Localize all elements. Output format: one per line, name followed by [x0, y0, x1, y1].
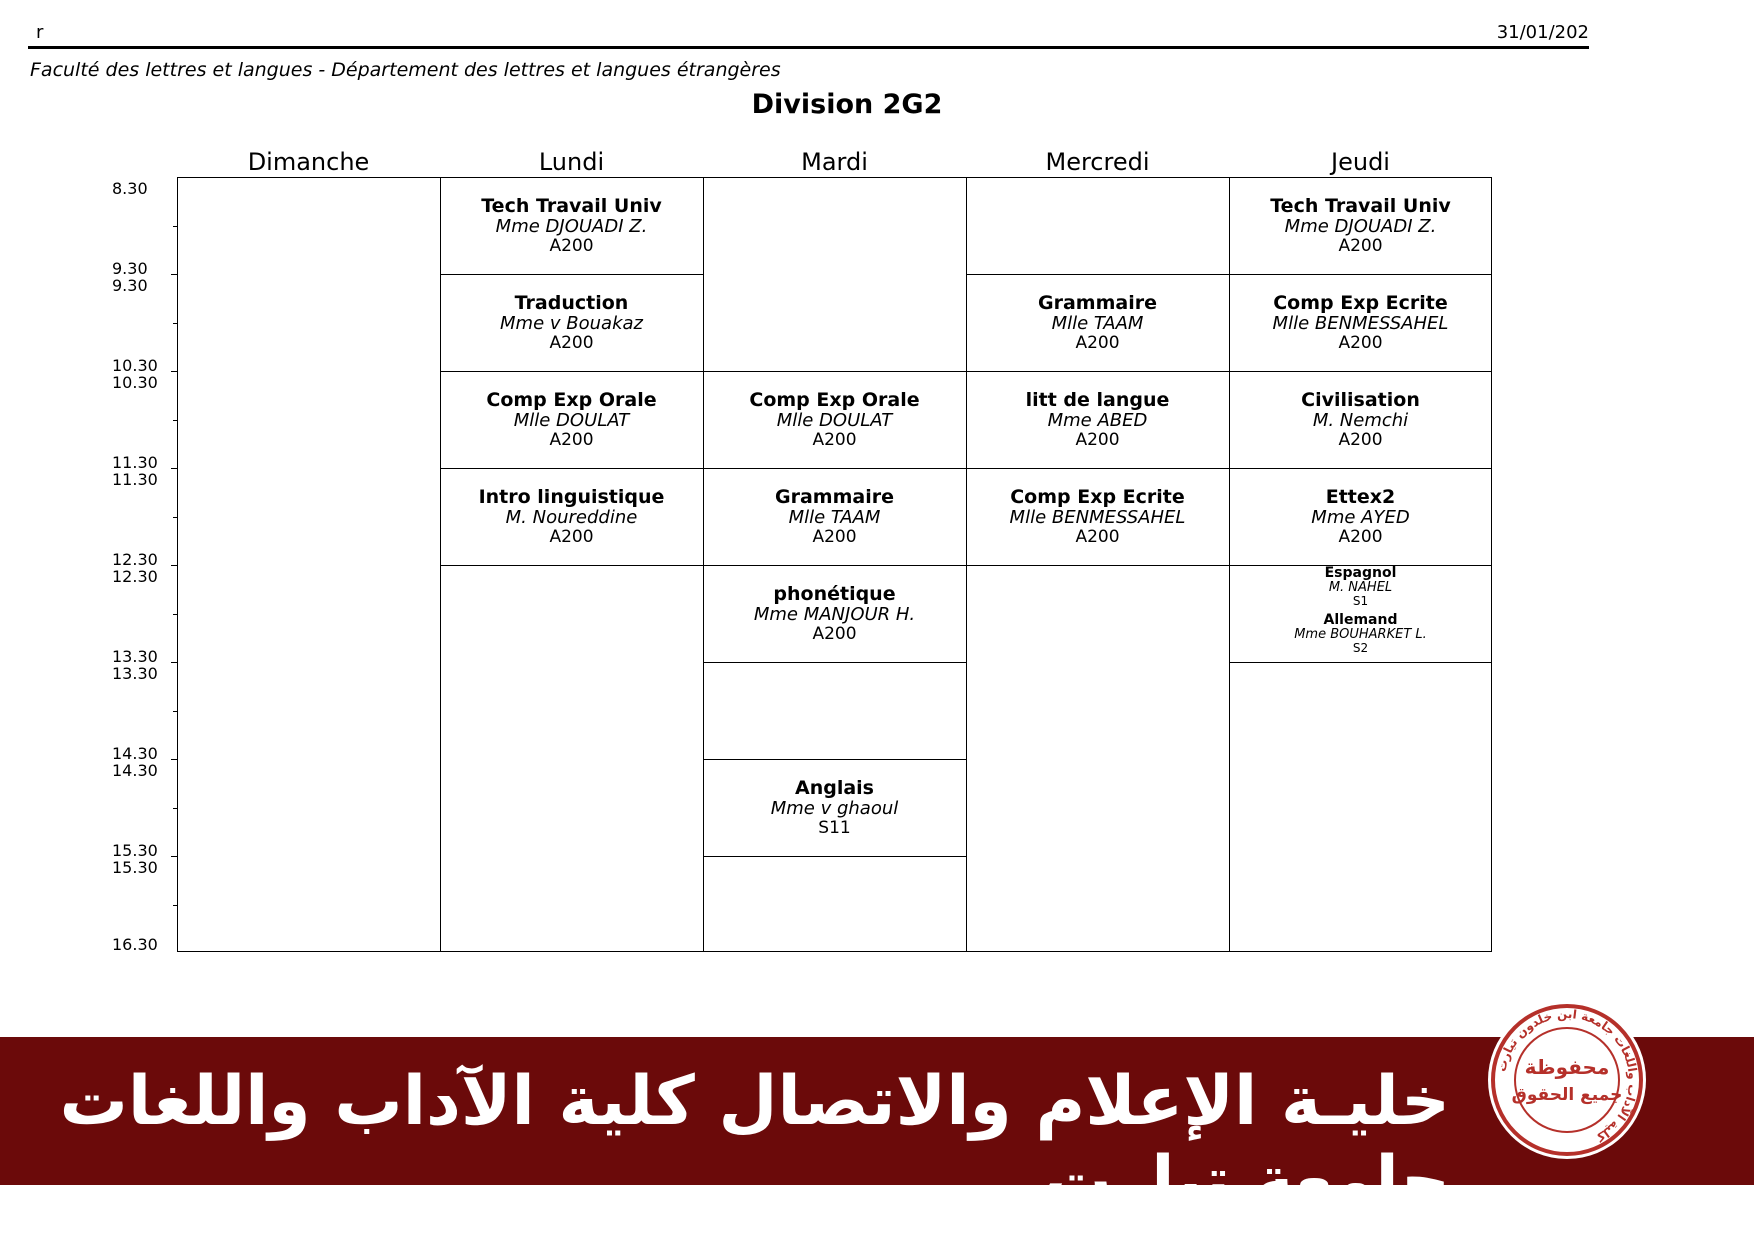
half-hour-tick — [173, 905, 177, 906]
course-teacher: Mme AYED — [1311, 506, 1410, 528]
course-cell-lundi — [440, 371, 703, 468]
course-room: A200 — [1338, 429, 1383, 450]
slot-divider — [966, 565, 1229, 566]
course-room: A200 — [549, 526, 594, 547]
course-teacher: M. NAHEL — [1328, 580, 1393, 595]
course-subject: Espagnol — [1324, 565, 1397, 581]
course-teacher: Mme v ghaoul — [770, 797, 899, 819]
course-cell-jeudi-split — [1229, 565, 1492, 662]
course-cell-jeudi — [1229, 177, 1492, 274]
half-hour-tick — [173, 517, 177, 518]
course-teacher: Mlle TAAM — [788, 506, 881, 528]
course-room: A200 — [1075, 429, 1120, 450]
course-cell-lundi — [440, 177, 703, 274]
course-teacher: Mme v Bouakaz — [500, 312, 643, 334]
slot-divider — [703, 856, 966, 857]
faculty-department: Faculté des lettres et langues - Département des lettres et langues étrangères — [30, 59, 781, 81]
course-teacher: M. Noureddine — [505, 506, 638, 528]
time-label: 13.30 — [112, 664, 158, 683]
course-teacher: M. Nemchi — [1312, 409, 1409, 431]
course-subject: Intro linguistique — [478, 485, 665, 508]
slot-divider — [1229, 662, 1492, 663]
course-room: A200 — [812, 623, 857, 644]
course-cell-mardi — [703, 565, 966, 662]
hour-tick — [171, 856, 177, 857]
hour-tick — [171, 274, 177, 275]
time-label: 14.30 — [112, 761, 158, 780]
course-teacher: Mme BOUHARKET L. — [1294, 627, 1427, 642]
time-label: 10.30 — [112, 373, 158, 392]
time-label: 16.30 — [112, 935, 158, 954]
course-teacher: Mlle DOULAT — [513, 409, 630, 431]
course-room: S11 — [818, 817, 851, 838]
course-room: A200 — [549, 235, 594, 256]
course-subject: Comp Exp Orale — [749, 388, 920, 411]
slot-divider — [440, 565, 703, 566]
banner-text: خليـة الإعلام والاتصال كلية الآداب واللغات جامعة تيارت — [59, 1062, 1450, 1221]
copyright-seal-icon — [1487, 1000, 1647, 1160]
course-subject: Comp Exp Ecrite — [1273, 291, 1448, 314]
course-room: A200 — [1075, 526, 1120, 547]
time-label: 13.30 — [112, 647, 158, 666]
course-cell-mardi — [703, 371, 966, 468]
day-header-jeudi: Jeudi — [1331, 148, 1390, 176]
half-hour-tick — [173, 808, 177, 809]
course-room: A200 — [1075, 332, 1120, 353]
slot-divider — [703, 662, 966, 663]
course-teacher: Mme DJOUADI Z. — [495, 215, 648, 237]
course-teacher: Mlle TAAM — [1051, 312, 1144, 334]
course-subject: Allemand — [1323, 612, 1398, 628]
time-label: 12.30 — [112, 550, 158, 569]
svg-text:كلية الآداب واللغات جامعة ابن: كلية الآداب واللغات جامعة ابن خلدون تيارت — [1494, 1006, 1641, 1145]
time-label: 12.30 — [112, 567, 158, 586]
half-hour-tick — [173, 711, 177, 712]
course-subject: Comp Exp Orale — [486, 388, 657, 411]
course-subject: Grammaire — [775, 485, 894, 508]
course-subject: Tech Travail Univ — [481, 194, 662, 217]
day-header-dimanche: Dimanche — [247, 148, 370, 176]
course-room: A200 — [549, 332, 594, 353]
hour-tick — [171, 759, 177, 760]
course-teacher: Mlle BENMESSAHEL — [1009, 506, 1186, 528]
time-label: 8.30 — [112, 179, 148, 198]
header-left-text: r — [36, 22, 44, 43]
course-teacher: Mme MANJOUR H. — [753, 603, 916, 625]
time-label: 9.30 — [112, 259, 148, 278]
course-teacher: Mlle DOULAT — [776, 409, 893, 431]
hour-tick — [171, 565, 177, 566]
half-hour-tick — [173, 226, 177, 227]
course-cell-lundi — [440, 274, 703, 371]
half-hour-tick — [173, 420, 177, 421]
course-cell-mercredi — [966, 468, 1229, 565]
course-subject: Tech Travail Univ — [1270, 194, 1451, 217]
course-teacher: Mlle BENMESSAHEL — [1272, 312, 1449, 334]
header-rule — [28, 46, 1589, 49]
hour-tick — [171, 468, 177, 469]
day-header-mercredi: Mercredi — [1045, 148, 1150, 176]
course-subject: Ettex2 — [1325, 485, 1396, 508]
course-subject: Civilisation — [1301, 388, 1420, 411]
hour-tick — [171, 371, 177, 372]
half-hour-tick — [173, 323, 177, 324]
header-date: 31/01/202 — [1496, 22, 1589, 43]
course-cell-mardi — [703, 468, 966, 565]
time-label: 14.30 — [112, 744, 158, 763]
course-subject: Grammaire — [1038, 291, 1157, 314]
course-cell-lundi — [440, 468, 703, 565]
course-room: A200 — [812, 526, 857, 547]
course-cell-jeudi — [1229, 274, 1492, 371]
course-room: S2 — [1352, 641, 1369, 655]
course-teacher: Mme DJOUADI Z. — [1284, 215, 1437, 237]
half-hour-tick — [173, 614, 177, 615]
course-cell-mercredi — [966, 371, 1229, 468]
course-subject: Anglais — [795, 776, 874, 799]
course-subject: Traduction — [514, 291, 629, 314]
course-cell-jeudi — [1229, 371, 1492, 468]
time-label: 15.30 — [112, 841, 158, 860]
course-subject: litt de langue — [1025, 388, 1170, 411]
course-room: A200 — [1338, 332, 1383, 353]
time-label: 11.30 — [112, 453, 158, 472]
day-header-lundi: Lundi — [538, 148, 605, 176]
course-cell-jeudi — [1229, 468, 1492, 565]
course-room: A200 — [812, 429, 857, 450]
course-cell-mercredi — [966, 274, 1229, 371]
day-header-mardi: Mardi — [801, 148, 868, 176]
svg-text:جميع الحقوق: جميع الحقوق — [1511, 1085, 1623, 1105]
course-room: A200 — [1338, 235, 1383, 256]
course-cell-mardi — [703, 759, 966, 856]
time-label: 15.30 — [112, 858, 158, 877]
course-subject: Comp Exp Ecrite — [1010, 485, 1185, 508]
course-teacher: Mme ABED — [1047, 409, 1148, 431]
course-room: A200 — [1338, 526, 1383, 547]
time-label: 11.30 — [112, 470, 158, 489]
svg-text:محفوظة: محفوظة — [1524, 1055, 1610, 1079]
course-room: A200 — [549, 429, 594, 450]
course-room: S1 — [1352, 594, 1369, 608]
time-label: 9.30 — [112, 276, 148, 295]
hour-tick — [171, 662, 177, 663]
division-title: Division 2G2 — [751, 89, 943, 120]
time-label: 10.30 — [112, 356, 158, 375]
course-subject: phonétique — [773, 582, 896, 605]
